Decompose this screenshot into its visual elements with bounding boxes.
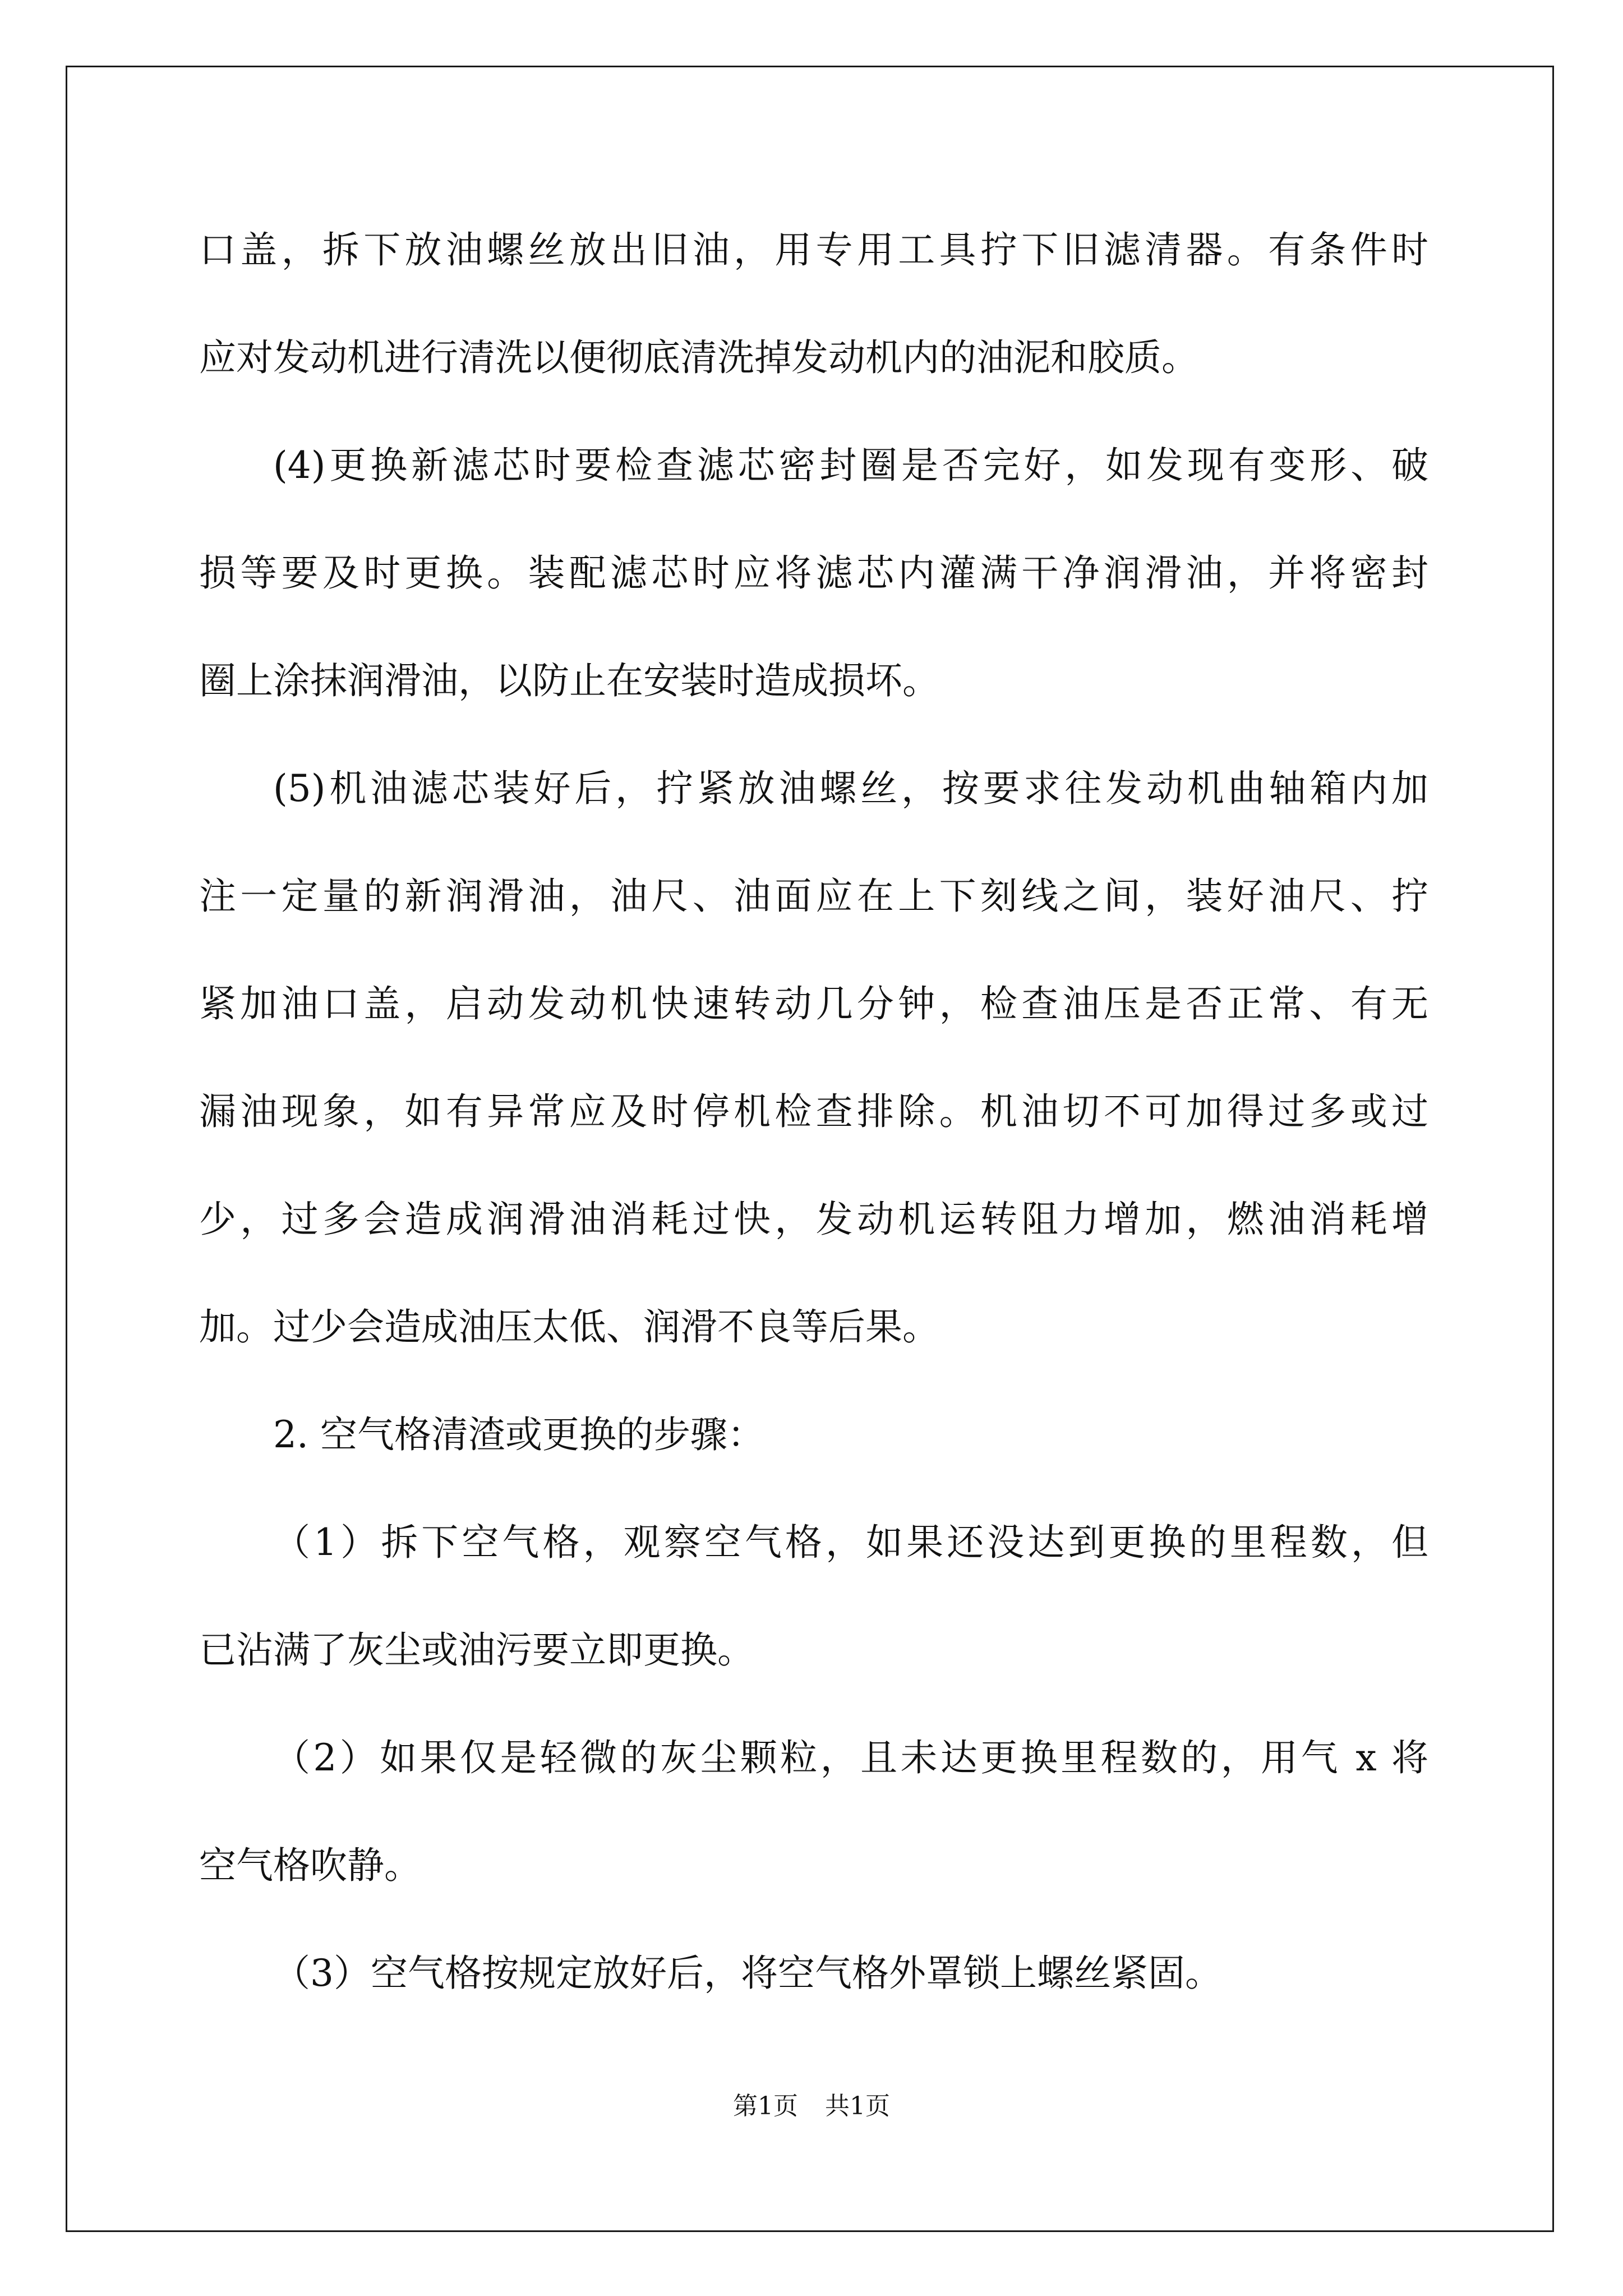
text-line: 紧加油口盖，启动发动机快速转动几分钟，检查油压是否正常、有无	[199, 982, 1428, 1025]
paragraph	[199, 1704, 1428, 1920]
paragraph	[199, 1920, 1428, 2027]
paragraph	[199, 1489, 1428, 1704]
text-line: 空气格吹静。	[199, 1844, 421, 1887]
text-line: （2）如果仅是轻微的灰尘颗粒，且未达更换里程数的，用气 x 将	[273, 1736, 1428, 1779]
text-line: 已沾满了灰尘或油污要立即更换。	[199, 1628, 754, 1672]
page-total: 共1页	[825, 2092, 890, 2120]
text-line: (5)机油滤芯装好后，拧紧放油螺丝，按要求往发动机曲轴箱内加	[273, 767, 1428, 810]
text-line: 损等要及时更换。装配滤芯时应将滤芯内灌满干净润滑油，并将密封	[199, 551, 1428, 595]
text-line: 圈上涂抹润滑油，以防止在安装时造成损坏。	[199, 659, 939, 702]
text-line: （3）空气格按规定放好后，将空气格外罩锁上螺丝紧固。	[273, 1952, 1222, 1995]
text-line: （1）拆下空气格，观察空气格，如果还没达到更换的里程数，但	[273, 1521, 1428, 1564]
text-line: 注一定量的新润滑油，油尺、油面应在上下刻线之间，装好油尺、拧	[199, 875, 1428, 918]
page-footer	[0, 2086, 1623, 2122]
text-line: 少，过多会造成润滑油消耗过快，发动机运转阻力增加，燃油消耗增	[199, 1198, 1428, 1241]
paragraph	[199, 1381, 1428, 1489]
text-line: 口盖，拆下放油螺丝放出旧油，用专用工具拧下旧滤清器。有条件时	[199, 228, 1428, 272]
text-line: 2. 空气格清渣或更换的步骤：	[273, 1413, 764, 1456]
paragraph	[199, 735, 1428, 1381]
text-line: 应对发动机进行清洗以便彻底清洗掉发动机内的油泥和胶质。	[199, 336, 1198, 379]
text-line: 加。过少会造成油压太低、润滑不良等后果。	[199, 1305, 939, 1349]
text-line: (4)更换新滤芯时要检查滤芯密封圈是否完好，如发现有变形、破	[273, 444, 1428, 487]
document-body	[199, 196, 1428, 2027]
paragraph	[199, 412, 1428, 735]
paragraph	[199, 196, 1428, 412]
page-number: 第1页	[733, 2092, 798, 2120]
text-line: 漏油现象，如有异常应及时停机检查排除。机油切不可加得过多或过	[199, 1090, 1428, 1133]
